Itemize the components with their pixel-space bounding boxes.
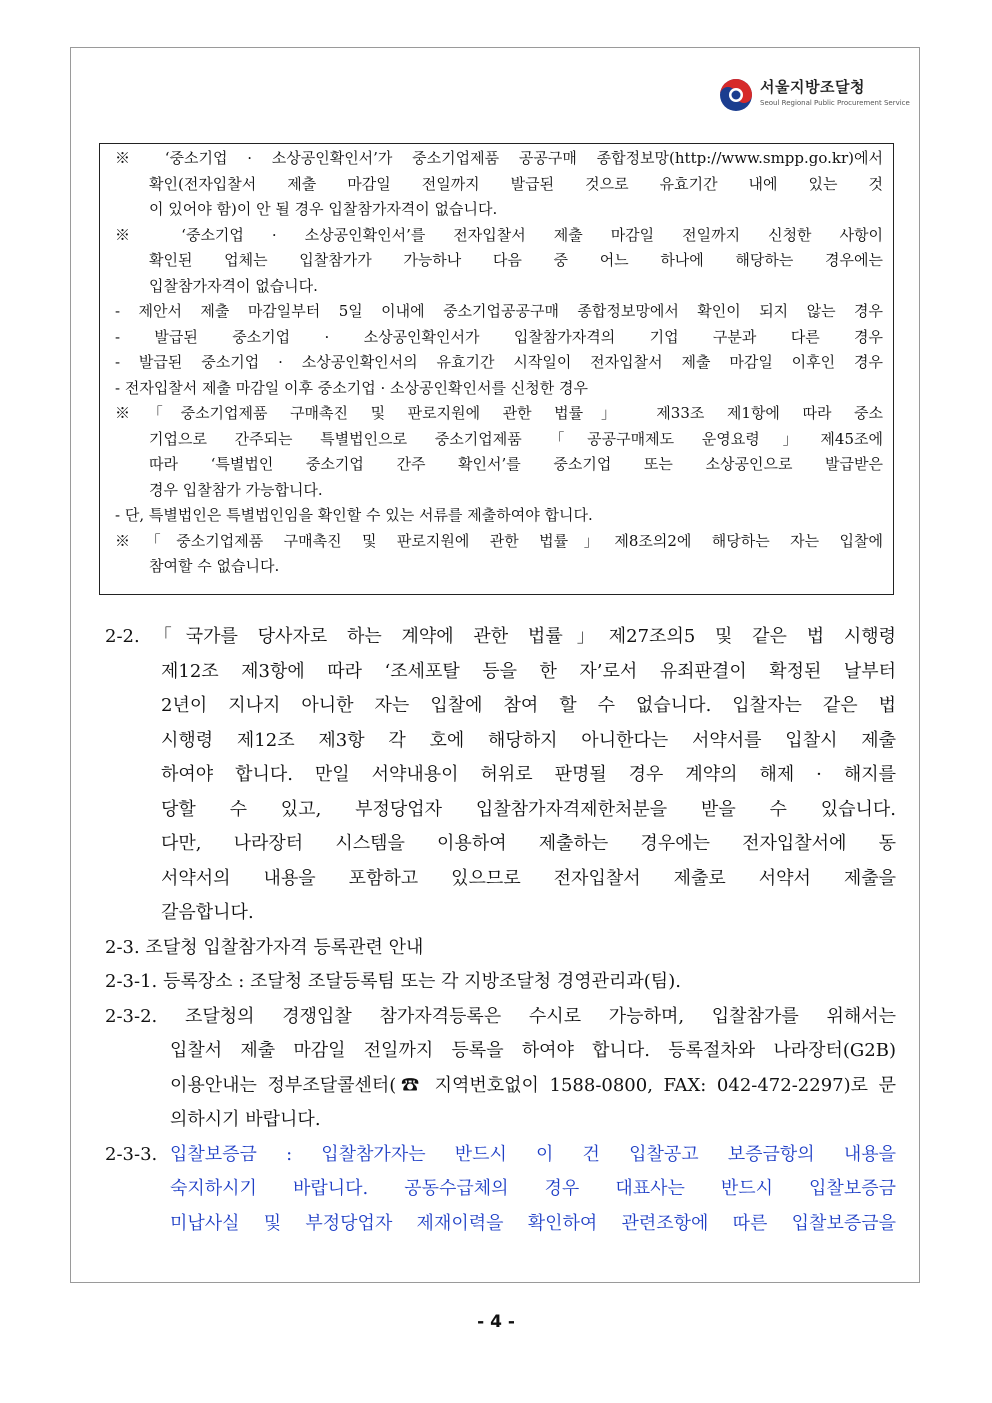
section-2-2-line: 갈음합니다. — [161, 902, 254, 923]
page-number: - 4 - — [477, 1312, 515, 1332]
section-2-2-line: 시행령 제12조 제3항 각 호에 해당하지 아니한다는 서약서를 입찰시 제출 — [161, 729, 896, 751]
section-2-3-3-line: 입찰보증금 : 입찰참가자는 반드시 이 건 입찰공고 보증금항의 내용을 — [170, 1143, 896, 1165]
section-2-3-3-line: 숙지하시기 바랍니다. 공동수급체의 경우 대표사는 반드시 입찰보증금 — [170, 1178, 896, 1199]
notice-line: ※ ‘중소기업 · 소상공인확인서’가 중소기업제품 공공구매 종합정보망(http://www.smpp.go.kr)에서 — [115, 149, 883, 167]
section-2-3-3-line: 미납사실 및 부정당업자 제재이력을 확인하여 관련조항에 따른 입찰보증금을 — [170, 1212, 896, 1234]
notice-line: - 발급된 중소기업 · 소상공인확인서가 입찰참가자격의 기업 구분과 다른 경우 — [115, 327, 883, 346]
section-2-2-line: 당할 수 있고, 부정당업자 입찰참가자격제한처분을 받을 수 있습니다. — [161, 798, 896, 820]
section-2-3-3-first — [105, 1138, 896, 1173]
notice-line: ※「중소기업제품 구매촉진 및 판로지원에 관한 법률」제8조의2에 해당하는 자는 입찰에 — [115, 531, 883, 550]
notice-box — [99, 143, 894, 595]
section-2-3-2-line: 2-3-2. 조달청의 경쟁입찰 참가자격등록은 수시로 가능하며, 입찰참가를 위해서는 — [105, 1005, 896, 1027]
notice-line: 이 있어야 함)이 안 될 경우 입찰참가자격이 없습니다. — [149, 200, 498, 218]
logo-name-en: Seoul Regional Public Procurement Service — [760, 99, 910, 107]
notice-line: - 제안서 제출 마감일부터 5일 이내에 중소기업공공구매 종합정보망에서 확인이 되지 않는 경우 — [115, 302, 883, 320]
notice-line: 기업으로 간주되는 특별법인으로 중소기업제품 「공공구매제도 운영요령」제45조에 — [149, 429, 883, 448]
agency-logo — [718, 73, 918, 123]
logo-name-ko: 서울지방조달청 — [760, 78, 865, 96]
section-2-3-2-line: 이용안내는 정부조달콜센터(☎ 지역번호없이 1588-0800, FAX: 042-472-2297)로 문 — [170, 1074, 896, 1096]
taegeuk-icon — [718, 77, 754, 113]
section-2-3-3-number: 2-3-3. — [105, 1143, 158, 1165]
notice-line: 확인(전자입찰서 제출 마감일 전일까지 발급된 것으로 유효기간 내에 있는 것 — [149, 174, 883, 193]
section-2-3-2-line: 의하시기 바랍니다. — [170, 1109, 321, 1130]
section-2-3-2-line: 입찰서 제출 마감일 전일까지 등록을 하여야 합니다. 등록절차와 나라장터(G2B) — [170, 1040, 896, 1061]
notice-line: - 발급된 중소기업 · 소상공인확인서의 유효기간 시작일이 전자입찰서 제출 마감일 이후인 경우 — [115, 353, 883, 371]
section-2-2-line: 다만, 나라장터 시스템을 이용하여 제출하는 경우에는 전자입찰서에 동 — [161, 833, 896, 854]
notice-line: 확인된 업체는 입찰참가가 가능하나 다음 중 어느 하나에 해당하는 경우에는 — [149, 251, 883, 269]
notice-line: - 단, 특별법인은 특별법인임을 확인할 수 있는 서류를 제출하여야 합니다. — [115, 506, 593, 524]
section-2-2-line: 제12조 제3항에 따라 ‘조세포탈 등을 한 자’로서 유죄판결이 확정된 날부터 — [161, 660, 896, 682]
notice-line: - 전자입찰서 제출 마감일 이후 중소기업 · 소상공인확인서를 신청한 경우 — [115, 378, 588, 397]
notice-line: 입찰참가자격이 없습니다. — [149, 276, 318, 295]
notice-line: ※「중소기업제품 구매촉진 및 판로지원에 관한 법률」 제33조 제1항에 따라 중소 — [115, 404, 883, 422]
section-2-2-line: 2-2.「국가를 당사자로 하는 계약에 관한 법률」제27조의5 및 같은 법 시행령 — [105, 626, 896, 647]
notice-line: ※ ‘중소기업 · 소상공인확인서’를 전자입찰서 제출 마감일 전일까지 신청한 사항이 — [115, 225, 883, 244]
section-2-2-line: 하여야 합니다. 만일 서약내용이 허위로 판명될 경우 계약의 해제 · 해지를 — [161, 764, 896, 785]
notice-line: 따라 ‘특별법인 중소기업 간주 확인서’를 중소기업 또는 소상공인으로 발급받은 — [149, 455, 883, 473]
section-2-2-line: 서약서의 내용을 포함하고 있으므로 전자입찰서 제출로 서약서 제출을 — [161, 867, 896, 889]
notice-line: 참여할 수 없습니다. — [149, 557, 280, 575]
notice-line: 경우 입찰참가 가능합니다. — [149, 480, 323, 499]
section-2-3-heading: 2-3. 조달청 입찰참가자격 등록관련 안내 — [105, 936, 424, 958]
section-2-2-line: 2년이 지나지 아니한 자는 입찰에 참여 할 수 없습니다. 입찰자는 같은 법 — [161, 695, 896, 716]
section-2-3-1: 2-3-1. 등록장소 : 조달청 조달등록팀 또는 각 지방조달청 경영관리과(팀). — [105, 971, 681, 992]
body-text — [105, 620, 896, 1241]
